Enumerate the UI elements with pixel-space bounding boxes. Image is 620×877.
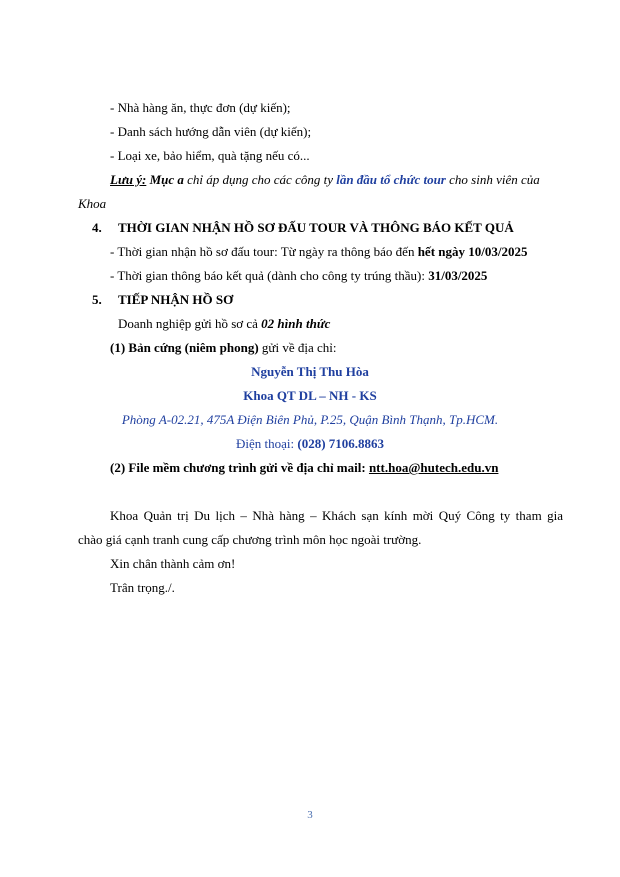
submission-intro xyxy=(118,316,330,332)
note-line xyxy=(110,172,563,188)
phone-number: (028) 7106.8863 xyxy=(297,436,385,451)
hardcopy-text: gửi về địa chỉ: xyxy=(258,340,337,355)
section-4-line-1 xyxy=(110,244,528,260)
softcopy-label: (2) File mềm chương trình gửi về địa chỉ mail: xyxy=(110,460,369,475)
note-item: Mục a xyxy=(146,172,184,187)
result-date: 31/03/2025 xyxy=(428,268,488,283)
closing-paragraph-line-2: chào giá cạnh tranh cung cấp chương trình môn học ngoài trường. xyxy=(78,532,422,547)
section-4-title: THỜI GIAN NHẬN HỒ SƠ ĐẤU TOUR VÀ THÔNG BÁO KẾT QUẢ xyxy=(118,220,514,235)
list-item: - Danh sách hướng dẫn viên (dự kiến); xyxy=(110,124,312,139)
page-number: 3 xyxy=(307,809,313,821)
submission-intro-text: Doanh nghiệp gửi hồ sơ cả xyxy=(118,316,262,331)
section-5-title: TIẾP NHẬN HỒ SƠ xyxy=(118,292,234,307)
list-item: - Nhà hàng ăn, thực đơn (dự kiến); xyxy=(110,100,291,115)
phone-line xyxy=(0,436,620,452)
hardcopy-line xyxy=(110,340,336,356)
note-text-2: cho sinh viên của xyxy=(445,172,540,187)
note-label: Lưu ý: xyxy=(110,172,147,187)
note-text: chỉ áp dụng cho các công ty xyxy=(183,172,337,187)
email-link[interactable]: ntt.hoa@hutech.edu.vn xyxy=(368,460,499,475)
thanks-line: Xin chân thành cảm ơn! xyxy=(110,556,236,571)
submission-methods: 02 hình thức xyxy=(261,316,331,331)
section-5-number: 5. xyxy=(92,292,102,307)
section-4-line-2-text: - Thời gian thông báo kết quả (dành cho công ty trúng thầu): xyxy=(110,268,429,283)
note-line-2: Khoa xyxy=(78,196,107,211)
section-4-number: 4. xyxy=(92,220,102,235)
closing-paragraph-line-1: Khoa Quản trị Du lịch – Nhà hàng – Khách sạn kính mời Quý Công ty tham gia xyxy=(110,508,563,523)
hardcopy-label: (1) Bản cứng (niêm phong) xyxy=(110,340,259,355)
recipient-name: Nguyễn Thị Thu Hòa xyxy=(251,364,369,379)
recipient-address: Phòng A-02.21, 475A Điện Biên Phủ, P.25, Quận Bình Thạnh, Tp.HCM. xyxy=(121,412,499,427)
deadline: hết ngày 10/03/2025 xyxy=(417,244,528,259)
section-4-line-1-text: - Thời gian nhận hồ sơ đấu tour: Từ ngày ra thông báo đến xyxy=(110,244,418,259)
phone-label: Điện thoại: xyxy=(235,436,298,451)
note-emphasis: lần đầu tổ chức tour xyxy=(336,172,446,187)
recipient-department: Khoa QT DL – NH - KS xyxy=(243,388,377,403)
softcopy-line xyxy=(110,460,498,476)
regards-line: Trân trọng./. xyxy=(110,580,175,595)
section-4-line-2 xyxy=(110,268,487,284)
list-item: - Loại xe, bảo hiểm, quà tặng nếu có... xyxy=(110,148,310,163)
